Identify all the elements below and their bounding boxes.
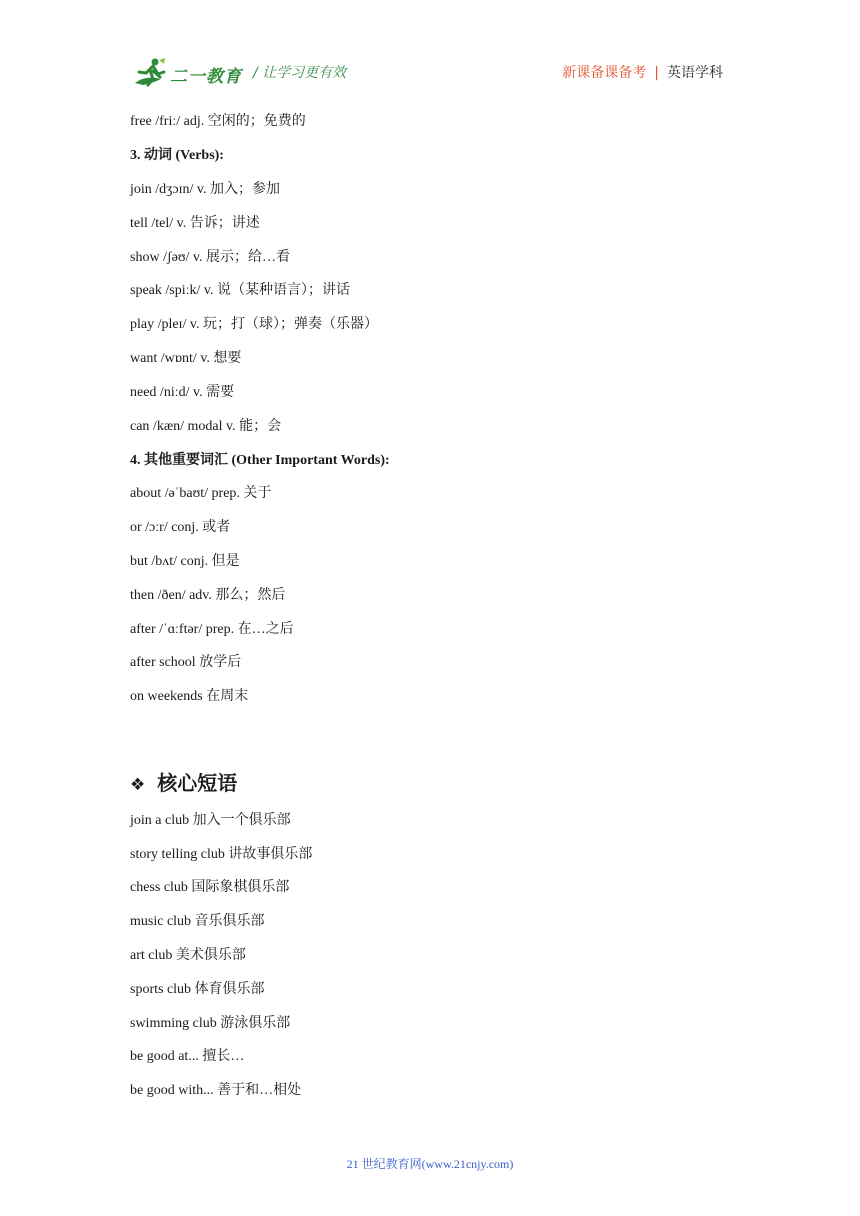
phrase-line: be good at... 擅长…: [130, 1049, 245, 1064]
phrase-line: story telling club 讲故事俱乐部: [130, 847, 313, 862]
phrase-line: join a club 加入一个俱乐部: [130, 813, 291, 828]
vocab-line: after /ˈɑːftər/ prep. 在…之后: [130, 622, 294, 637]
section-title-text: 核心短语: [157, 771, 238, 795]
header-course-label: 新课备课备考: [562, 65, 647, 81]
vocab-line: show /ʃəʊ/ v. 展示；给…看: [130, 250, 290, 265]
vocab-line: can /kæn/ modal v. 能；会: [130, 419, 282, 434]
category-heading: 3. 动词 (Verbs):: [130, 148, 224, 163]
page-header: [0, 0, 860, 100]
vocab-line: after school 放学后: [130, 655, 242, 670]
phrase-line: be good with... 善于和…相处: [130, 1083, 302, 1098]
diamond-bullet-icon: ❖: [130, 775, 146, 795]
phrase-line: music club 音乐俱乐部: [130, 914, 265, 929]
phrase-line: swimming club 游泳俱乐部: [130, 1016, 291, 1031]
header-separator: |: [654, 65, 659, 81]
page-footer: 21 世纪教育网(www.21cnjy.com): [346, 1157, 514, 1171]
vocab-line: on weekends 在周末: [130, 689, 249, 704]
logo-text: 二一教育: [170, 67, 242, 86]
section-title: [130, 767, 237, 796]
vocab-line: but /bʌt/ conj. 但是: [130, 554, 240, 569]
phrase-line: chess club 国际象棋俱乐部: [130, 880, 290, 895]
vocab-line: then /ðen/ adv. 那么；然后: [130, 588, 286, 603]
header-subject-label: 英语学科: [667, 65, 723, 81]
phrase-line: sports club 体育俱乐部: [130, 982, 265, 997]
phrase-line: art club 美术俱乐部: [130, 948, 246, 963]
vocab-line: join /dʒɔɪn/ v. 加入；参加: [130, 182, 280, 197]
vocab-line: play /pleɪ/ v. 玩；打（球）；弹奏（乐器）: [130, 317, 378, 332]
vocab-line: speak /spiːk/ v. 说（某种语言）；讲话: [130, 283, 350, 298]
slogan: / 让学习更有效: [253, 65, 347, 81]
vocab-line: want /wɒnt/ v. 想要: [130, 351, 242, 366]
vocab-line: need /niːd/ v. 需要: [130, 385, 235, 400]
category-heading: 4. 其他重要词汇 (Other Important Words):: [130, 453, 390, 468]
vocab-line: free /friː/ adj. 空闲的；免费的: [130, 114, 306, 129]
header-subject: [562, 62, 723, 82]
vocab-line: tell /tel/ v. 告诉；讲述: [130, 216, 260, 231]
vocab-line: or /ɔːr/ conj. 或者: [130, 520, 231, 535]
vocab-line: about /əˈbaʊt/ prep. 关于: [130, 486, 272, 501]
